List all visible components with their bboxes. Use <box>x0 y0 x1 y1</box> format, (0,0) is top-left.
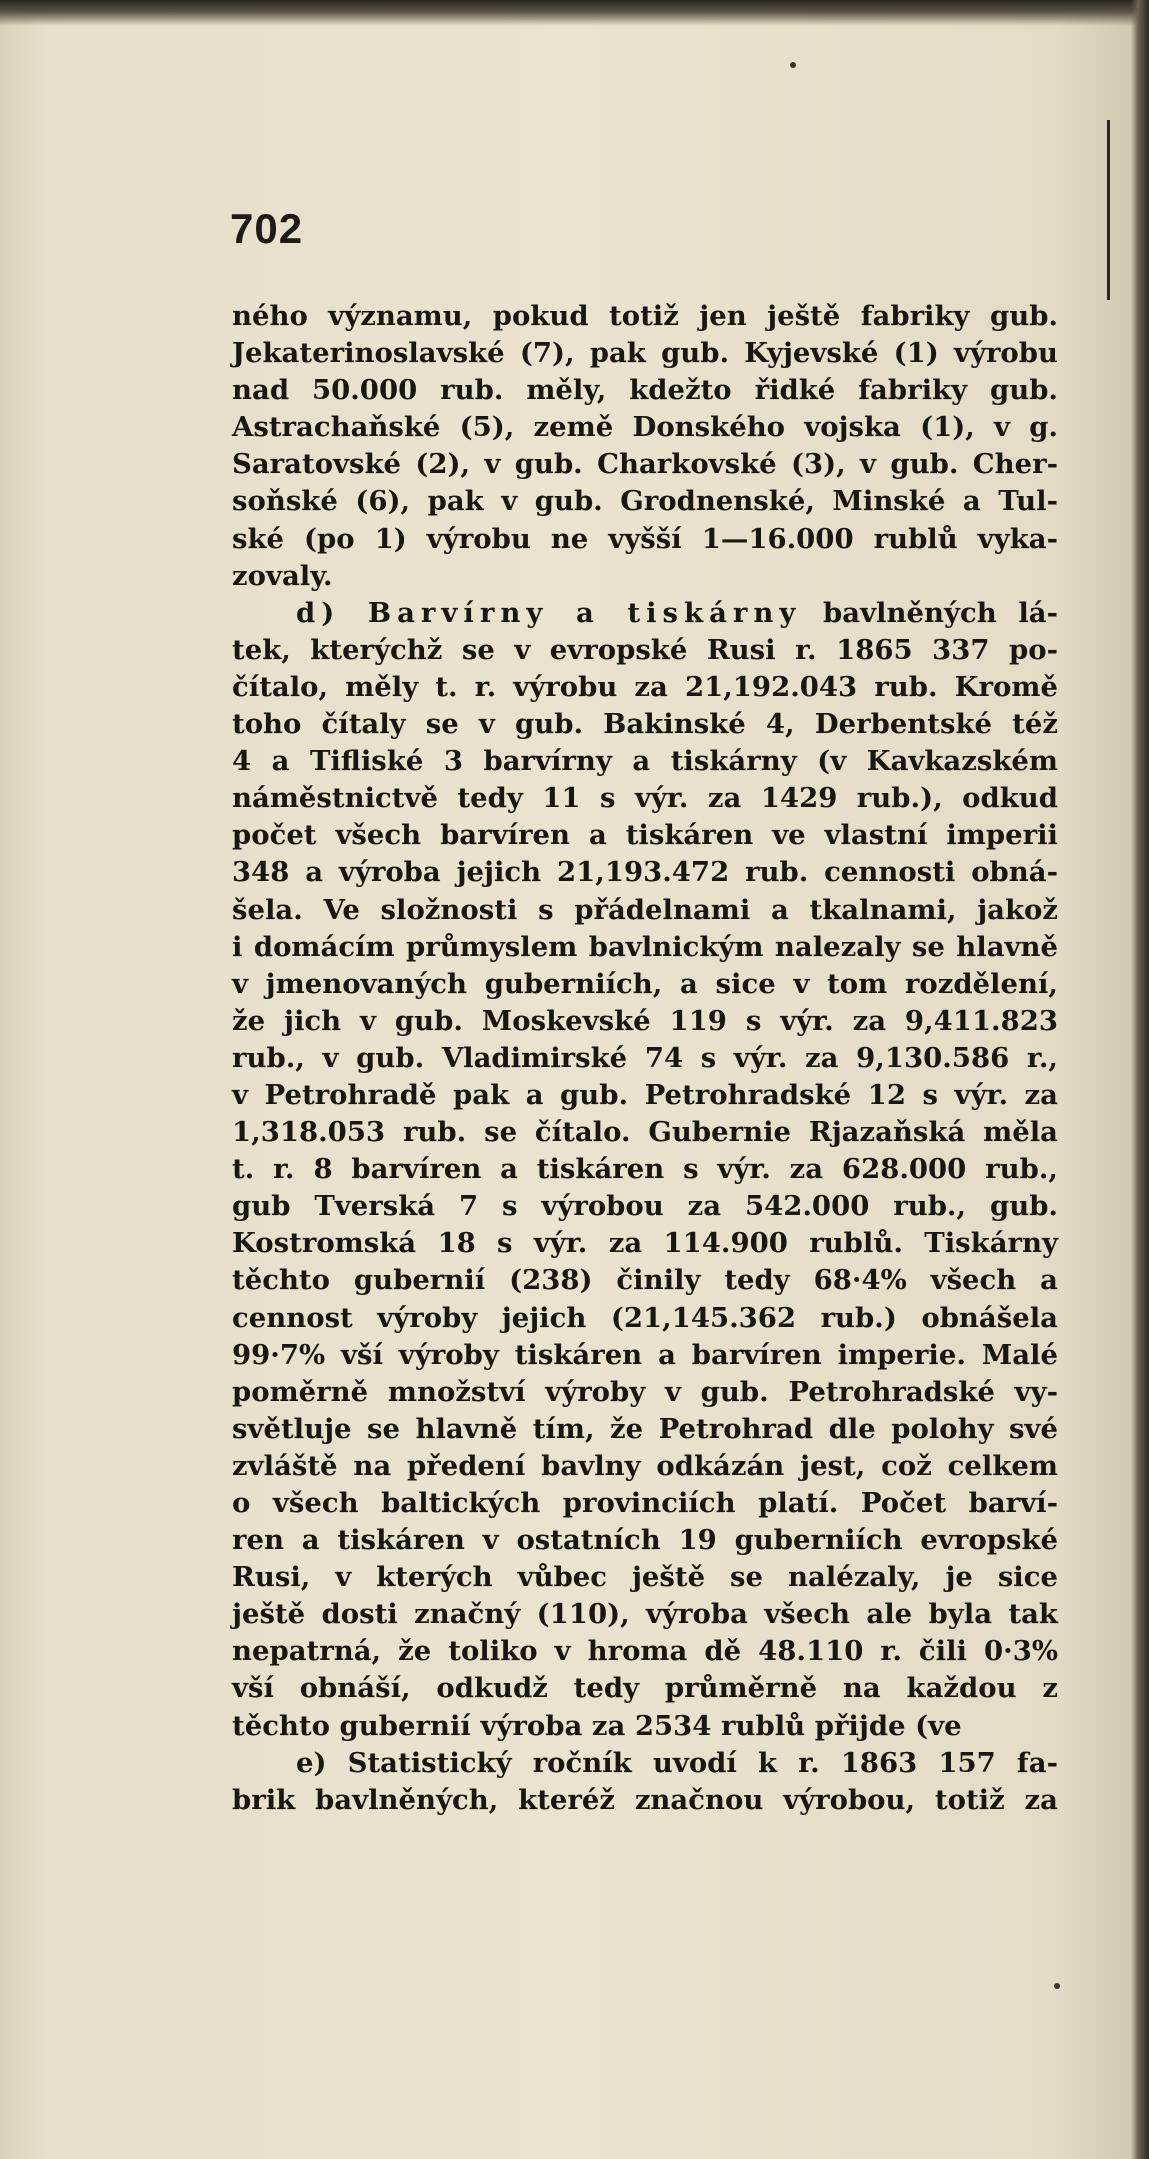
text-line: šela. Ve složnosti s přádelnami a tkalnami, jakož <box>232 893 1058 926</box>
section-d-label: d) Barvírny a tiskárny <box>296 596 802 629</box>
scan-right-edge <box>1131 0 1149 2159</box>
text-line: těchto gubernií (238) činily tedy 68·4% všech a <box>232 1264 1058 1297</box>
text-line: Saratovské (2), v gub. Charkovské (3), v gub. Cher- <box>232 448 1058 481</box>
text-line: toho čítaly se v gub. Bakinské 4, Derbentské též <box>232 708 1058 741</box>
text-line: světluje se hlavně tím, že Petrohrad dle polohy své <box>232 1412 1058 1445</box>
section-d-first-line <box>232 595 1058 632</box>
text-line: 348 a výroba jejich 21,193.472 rub. cennosti obná- <box>232 856 1058 889</box>
text-line: v Petrohradě pak a gub. Petrohradské 12 s výr. za <box>232 1078 1058 1111</box>
text-line: 99·7% vší výroby tiskáren a barvíren imperie. Malé <box>232 1338 1058 1371</box>
text-line: nad 50.000 rub. měly, kdežto řidké fabriky gub. <box>232 374 1058 407</box>
scan-speck <box>1054 1983 1060 1989</box>
text-line: ské (po 1) výrobu ne vyšší 1—16.000 rublů vyka- <box>232 522 1058 555</box>
body-text <box>232 298 1058 1819</box>
text-line: brik bavlněných, kteréž značnou výrobou, totiž za <box>232 1783 1058 1816</box>
text-line: počet všech barvíren a tiskáren ve vlastní imperii <box>232 819 1058 852</box>
section-e-first-line: e) Statistický ročník uvodí k r. 1863 157 fa- <box>296 1746 1058 1779</box>
text-line: zvláště na předení bavlny odkázán jest, což celkem <box>232 1449 1058 1482</box>
text-line: cennost výroby jejich (21,145.362 rub.) obnášela <box>232 1301 1058 1334</box>
text-line: Jekaterinoslavské (7), pak gub. Kyjevské (1) výrobu <box>232 337 1058 370</box>
text-line: nepatrná, že toliko v hroma dě 48.110 r. čili 0·3% <box>232 1635 1058 1668</box>
text-line: těchto gubernií výroba za 2534 rublů přijde (ve <box>232 1709 962 1742</box>
section-d-first-line-rest: bavlněných lá- <box>823 596 1059 629</box>
text-line: vší obnáší, odkudž tedy průměrně na každou z <box>232 1672 1058 1705</box>
text-line: poměrně množství výroby v gub. Petrohradské vy- <box>232 1375 1058 1408</box>
text-line: Rusi, v kterých vůbec ještě se nalézaly, je sice <box>232 1561 1058 1594</box>
text-line: gub Tverská 7 s výrobou za 542.000 rub., gub. <box>232 1190 1058 1223</box>
text-line: čítalo, měly t. r. výrobu za 21,192.043 rub. Kromě <box>232 670 1058 703</box>
text-line: náměstnictvě tedy 11 s výr. za 1429 rub.), odkud <box>232 782 1058 815</box>
text-line: 4 a Tifliské 3 barvírny a tiskárny (v Kavkazském <box>232 745 1058 778</box>
text-line: ještě dosti značný (110), výroba všech ale byla tak <box>232 1598 1058 1631</box>
scan-top-shadow <box>0 0 1149 26</box>
text-line: ren a tiskáren v ostatních 19 guberniích evropské <box>232 1524 1058 1557</box>
text-line: zovaly. <box>232 559 333 592</box>
text-line: Kostromská 18 s výr. za 114.900 rublů. Tiskárny <box>232 1227 1058 1260</box>
text-line: i domácím průmyslem bavlnickým nalezaly se hlavně <box>232 930 1058 963</box>
text-line: v jmenovaných guberniích, a sice v tom rozdělení, <box>232 967 1058 1000</box>
text-line: soňské (6), pak v gub. Grodnenské, Minské a Tul- <box>232 485 1058 518</box>
text-line: o všech baltických provinciích platí. Počet barví- <box>232 1487 1058 1519</box>
page-number: 702 <box>230 205 304 252</box>
text-line: 1,318.053 rub. se čítalo. Gubernie Rjazaňská měla <box>232 1116 1058 1149</box>
text-line: Astrachaňské (5), země Donského vojska (1), v g. <box>232 411 1058 444</box>
text-line: ného významu, pokud totiž jen ještě fabriky gub. <box>232 300 1058 332</box>
text-line: rub., v gub. Vladimirské 74 s výr. za 9,130.586 r., <box>232 1041 1058 1074</box>
text-line: že jich v gub. Moskevské 119 s výr. za 9,411.823 <box>232 1004 1058 1037</box>
scan-right-rule <box>1107 120 1110 300</box>
text-line: tek, kterýchž se v evropské Rusi r. 1865 337 po- <box>232 633 1058 666</box>
scan-speck <box>790 62 796 68</box>
text-line: t. r. 8 barvíren a tiskáren s výr. za 628.000 rub., <box>232 1153 1058 1186</box>
